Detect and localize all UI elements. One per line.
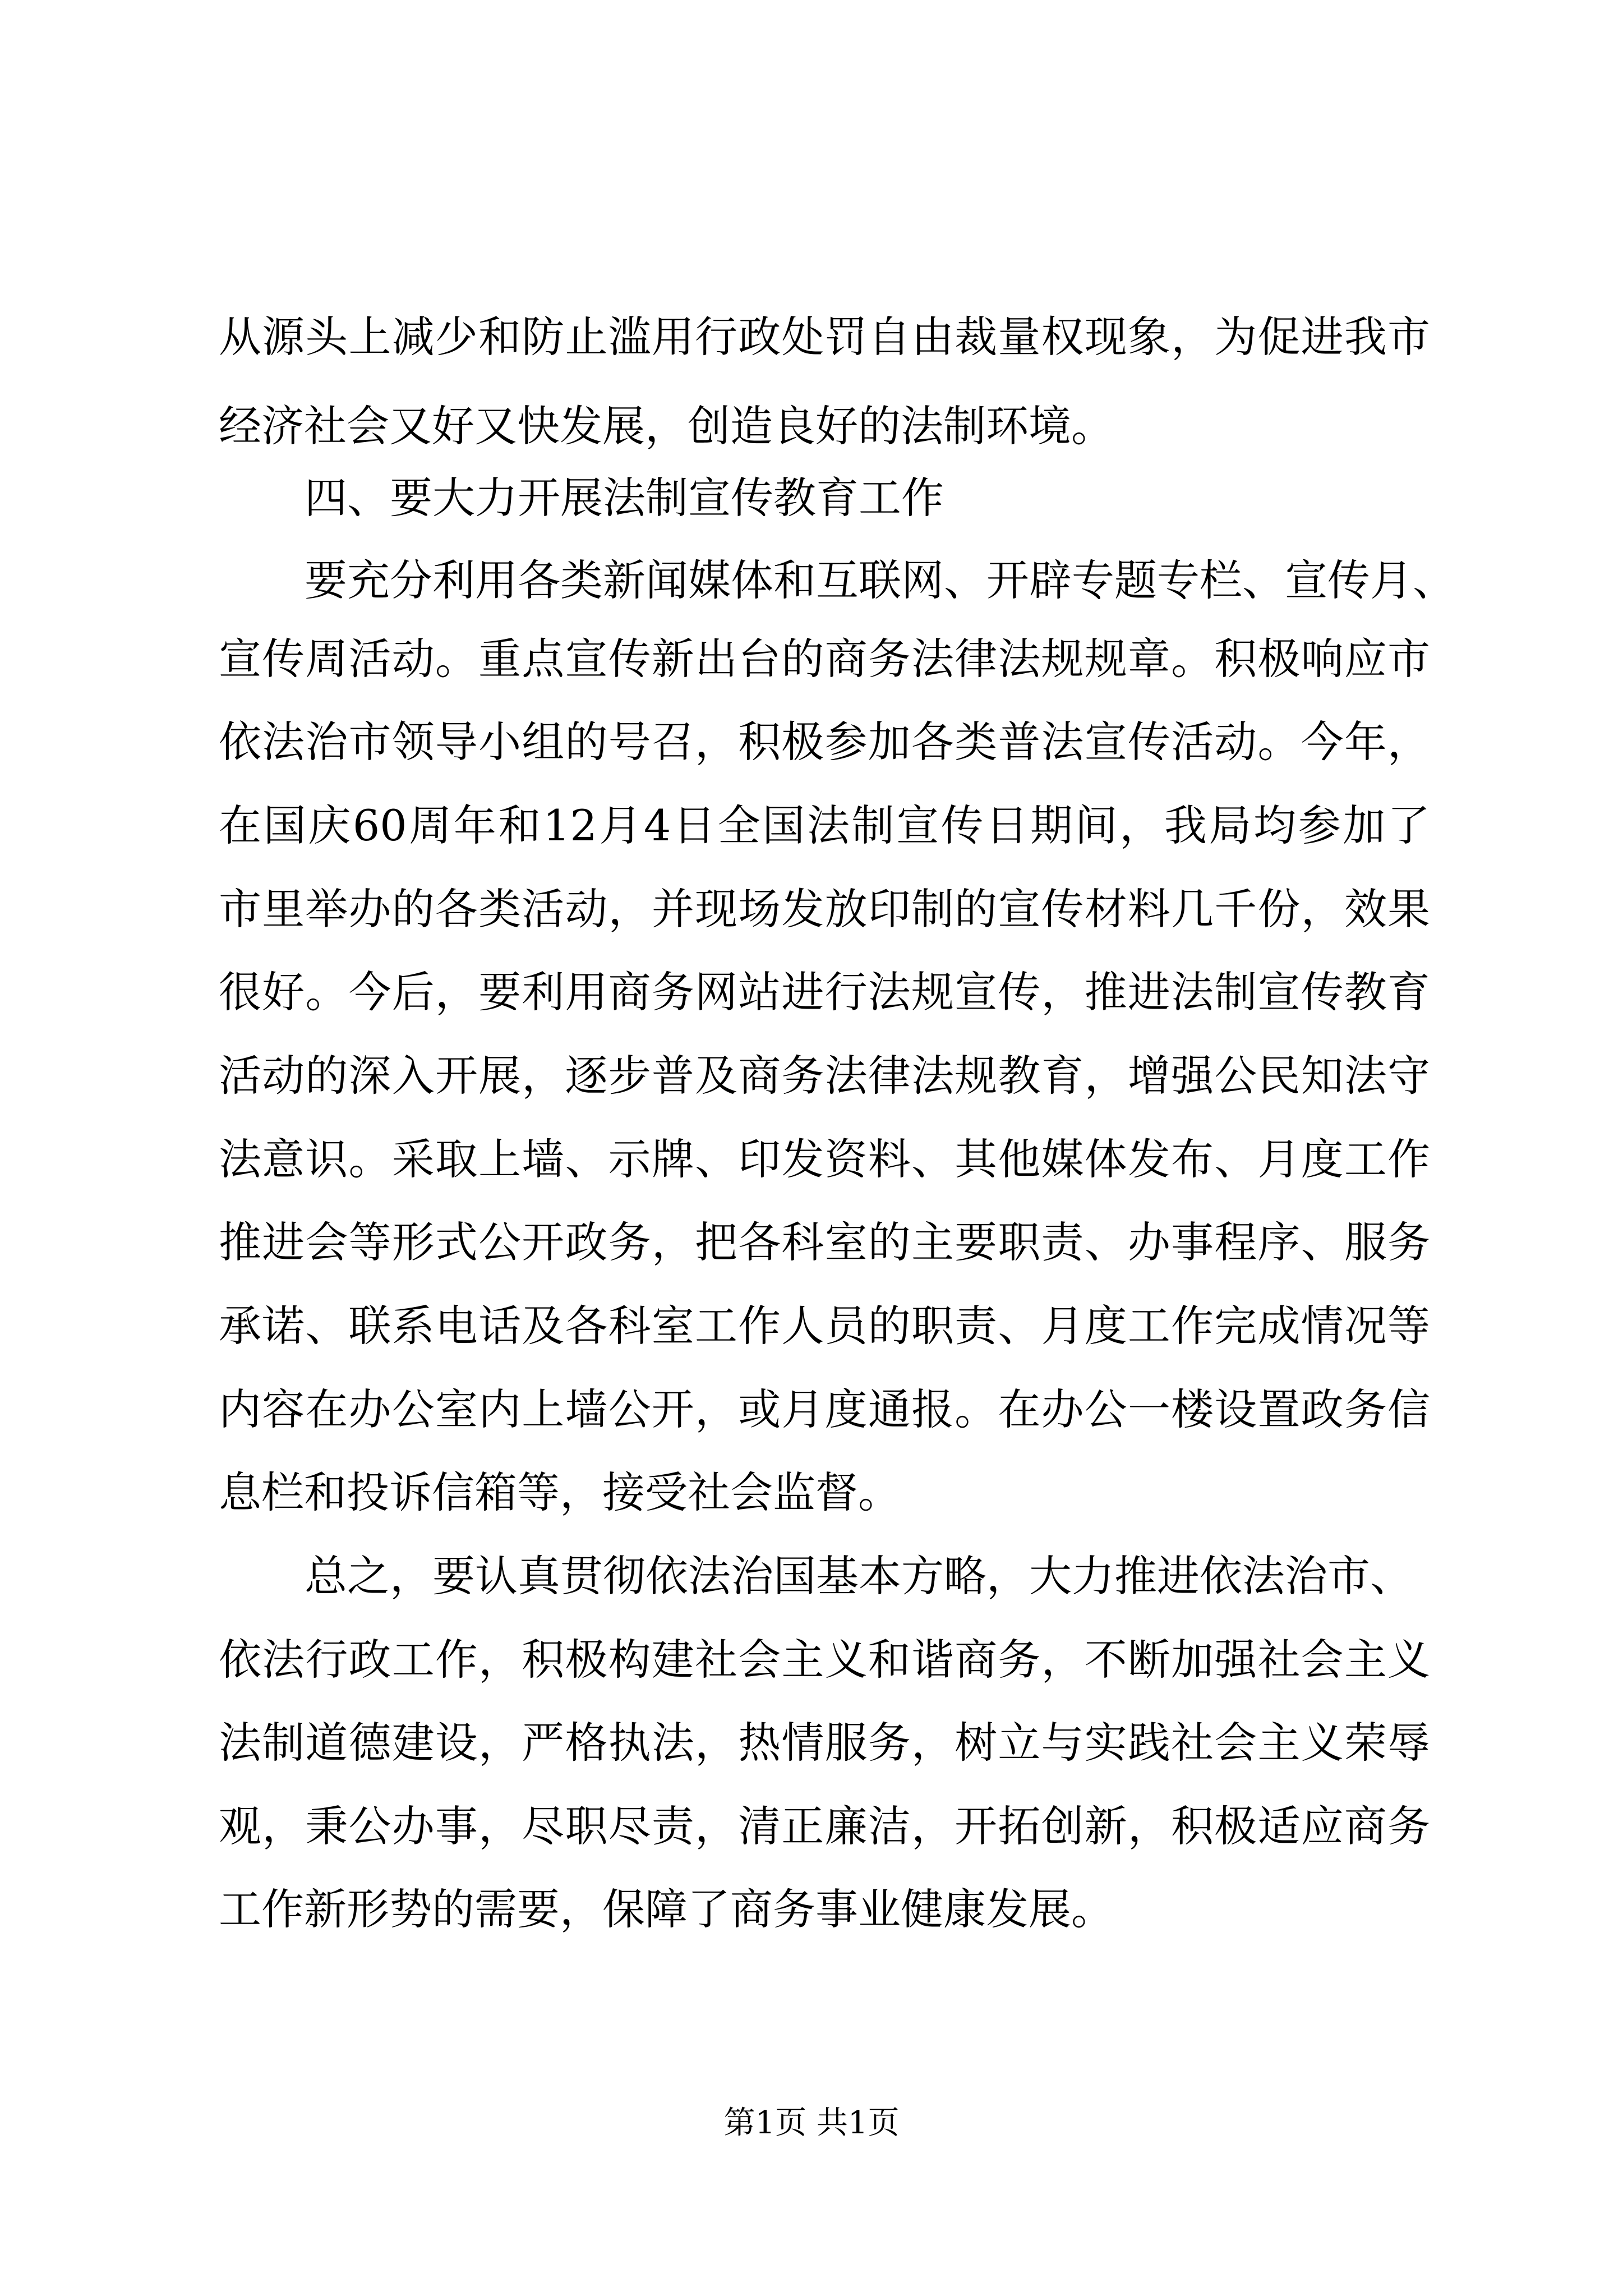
text-line-20: 工作新形势的需要，保障了商务事业健康发展。 xyxy=(219,1884,1114,1934)
text-line-13: 承诺、联系电话及各科室工作人员的职责、月度工作完成情况等 xyxy=(219,1301,1430,1351)
text-line-18: 法制道德建设，严格执法，热情服务，树立与实践社会主义荣辱 xyxy=(219,1718,1430,1768)
text-line-10: 活动的深入开展，逐步普及商务法律法规教育，增强公民知法守 xyxy=(219,1051,1430,1101)
text-line-19: 观，秉公办事，尽职尽责，清正廉洁，开拓创新，积极适应商务 xyxy=(219,1801,1430,1851)
text-line-6: 依法治市领导小组的号召，积极参加各类普法宣传活动。今年， xyxy=(219,717,1430,767)
text-line-7: 在国庆60周年和12月4日全国法制宣传日期间，我局均参加了 xyxy=(219,800,1430,850)
text-line-17: 依法行政工作，积极构建社会主义和谐商务，不断加强社会主义 xyxy=(219,1635,1430,1685)
page-footer: 第1页 共1页 xyxy=(723,2105,900,2141)
text-line-5: 宣传周活动。重点宣传新出台的商务法律法规规章。积极响应市 xyxy=(219,634,1430,684)
text-line-16: 总之，要认真贯彻依法治国基本方略，大力推进依法治市、 xyxy=(305,1551,1413,1601)
text-line-9: 很好。今后，要利用商务网站进行法规宣传，推进法制宣传教育 xyxy=(219,967,1430,1017)
section-heading: 四、要大力开展法制宣传教育工作 xyxy=(305,473,944,523)
text-line-1: 从源头上减少和防止滥用行政处罚自由裁量权现象，为促进我市 xyxy=(219,312,1430,362)
text-line-12: 推进会等形式公开政务，把各科室的主要职责、办事程序、服务 xyxy=(219,1217,1430,1267)
text-line-15: 息栏和投诉信箱等，接受社会监督。 xyxy=(219,1467,901,1517)
text-line-11: 法意识。采取上墙、示牌、印发资料、其他媒体发布、月度工作 xyxy=(219,1134,1430,1184)
text-line-8: 市里举办的各类活动，并现场发放印制的宣传材料几千份，效果 xyxy=(219,884,1430,934)
text-line-4: 要充分利用各类新闻媒体和互联网、开辟专题专栏、宣传月、 xyxy=(305,555,1455,605)
text-line-14: 内容在办公室内上墙公开，或月度通报。在办公一楼设置政务信 xyxy=(219,1384,1430,1434)
text-line-2: 经济社会又好又快发展，创造良好的法制环境。 xyxy=(219,401,1114,451)
